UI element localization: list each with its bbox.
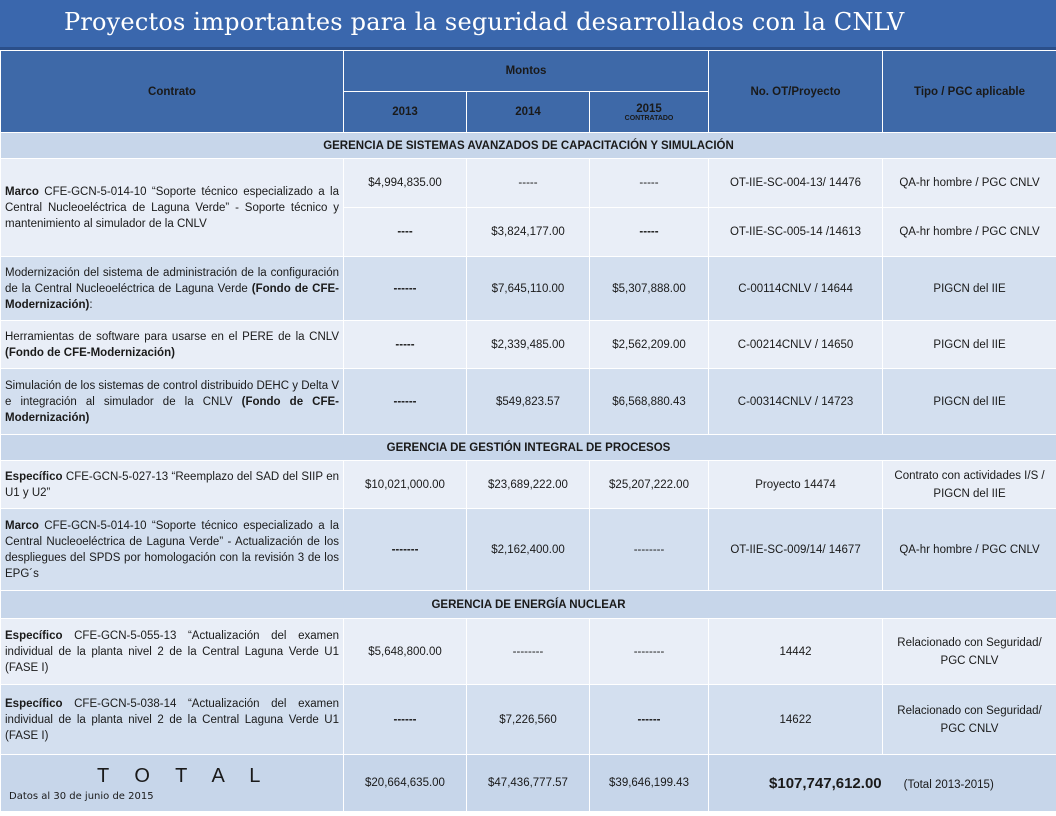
section-simulacion: GERENCIA DE SISTEMAS AVANZADOS DE CAPACITACIÓN Y SIMULACIÓN bbox=[1, 133, 1056, 159]
table-row bbox=[1, 369, 1056, 435]
row8-ot: 14442 bbox=[709, 619, 883, 685]
row3-2014: $7,645,110.00 bbox=[467, 257, 590, 321]
row9-tipo: Relacionado con Seguridad/ PGC CNLV bbox=[883, 685, 1056, 755]
total-2013: $20,664,635.00 bbox=[344, 755, 467, 812]
row2-2014: $3,824,177.00 bbox=[467, 208, 590, 257]
projects-table bbox=[0, 50, 1056, 812]
row1-2013: $4,994,835.00 bbox=[344, 159, 467, 208]
row6-bold: Específico bbox=[5, 470, 63, 483]
row2-ot: OT-IIE-SC-005-14 /14613 bbox=[709, 208, 883, 257]
row8-tipo: Relacionado con Seguridad/ PGC CNLV bbox=[883, 619, 1056, 685]
section-row bbox=[1, 591, 1056, 619]
header-2015-label: 2015 bbox=[636, 102, 662, 115]
row7-ot: OT-IIE-SC-009/14/ 14677 bbox=[709, 509, 883, 591]
row1-text: CFE-GCN-5-014-10 “Soporte técnico especializado a la Central Nucleoeléctrica de Laguna Verde” - Soporte técnico y mantenimiento al simulador de la CNLV bbox=[5, 185, 339, 230]
row3-ot: C-00114CNLV / 14644 bbox=[709, 257, 883, 321]
row5-2013: ------ bbox=[344, 369, 467, 435]
row3-2015: $5,307,888.00 bbox=[590, 257, 709, 321]
row5-tipo: PIGCN del IIE bbox=[883, 369, 1056, 435]
table-row bbox=[1, 509, 1056, 591]
total-label: T O T A L bbox=[97, 765, 271, 787]
row6-2013: $10,021,000.00 bbox=[344, 461, 467, 509]
row8-2015: -------- bbox=[590, 619, 709, 685]
row7-2014: $2,162,400.00 bbox=[467, 509, 590, 591]
row1-2015: ----- bbox=[590, 159, 709, 208]
row4-text: Herramientas de software para usarse en el PERE de la CNLV bbox=[5, 330, 339, 343]
row8-desc bbox=[1, 619, 344, 685]
row8-2013: $5,648,800.00 bbox=[344, 619, 467, 685]
header-2014: 2014 bbox=[467, 92, 590, 133]
section-energia-nuclear: GERENCIA DE ENERGÍA NUCLEAR bbox=[1, 591, 1056, 619]
total-label-cell bbox=[1, 755, 344, 812]
title-bar bbox=[0, 0, 1056, 50]
row7-text: CFE-GCN-5-014-10 “Soporte técnico especializado a la Central Nucleoeléctrica de Laguna Verde” - Actualización de los despliegues del SPDS por homologación con la revisión 3 de los EPG´s bbox=[5, 519, 339, 580]
row3-bold: (Fondo de CFE-Modernización) bbox=[5, 282, 339, 311]
header-row-1 bbox=[1, 51, 1056, 92]
row3-desc bbox=[1, 257, 344, 321]
section-row bbox=[1, 435, 1056, 461]
row5-bold: (Fondo de CFE-Modernización) bbox=[5, 395, 339, 424]
row6-ot: Proyecto 14474 bbox=[709, 461, 883, 509]
table-row bbox=[1, 619, 1056, 685]
table-row bbox=[1, 321, 1056, 369]
grand-total-note: (Total 2013-2015) bbox=[903, 778, 994, 791]
row9-bold: Específico bbox=[5, 697, 63, 710]
total-2014: $47,436,777.57 bbox=[467, 755, 590, 812]
grand-total: $107,747,612.00 bbox=[769, 774, 882, 792]
row3-2013: ------ bbox=[344, 257, 467, 321]
row3-tail: : bbox=[89, 298, 93, 311]
row4-desc bbox=[1, 321, 344, 369]
row6-desc bbox=[1, 461, 344, 509]
table-row bbox=[1, 461, 1056, 509]
table-row bbox=[1, 685, 1056, 755]
row9-2013: ------ bbox=[344, 685, 467, 755]
row7-bold: Marco bbox=[5, 519, 39, 532]
total-row bbox=[1, 755, 1056, 812]
grand-total-cell bbox=[709, 755, 1056, 812]
row1-tipo: QA-hr hombre / PGC CNLV bbox=[883, 159, 1056, 208]
row5-2015: $6,568,880.43 bbox=[590, 369, 709, 435]
row1-2014: ----- bbox=[467, 159, 590, 208]
header-ot: No. OT/Proyecto bbox=[709, 51, 883, 133]
row4-2015: $2,562,209.00 bbox=[590, 321, 709, 369]
row3-text: Modernización del sistema de administración de la configuración de la Central Nucleoeléctrica de Laguna Verde bbox=[5, 266, 339, 295]
row8-text: CFE-GCN-5-055-13 “Actualización del examen individual de la planta nivel 2 de la Central Laguna Verde U1 (FASE I) bbox=[5, 629, 339, 674]
row1-ot: OT-IIE-SC-004-13/ 14476 bbox=[709, 159, 883, 208]
header-2013: 2013 bbox=[344, 92, 467, 133]
row3-tipo: PIGCN del IIE bbox=[883, 257, 1056, 321]
table-row bbox=[1, 159, 1056, 208]
row8-bold: Específico bbox=[5, 629, 63, 642]
row4-tipo: PIGCN del IIE bbox=[883, 321, 1056, 369]
row2-2015: ----- bbox=[590, 208, 709, 257]
row2-tipo: QA-hr hombre / PGC CNLV bbox=[883, 208, 1056, 257]
row9-text: CFE-GCN-5-038-14 “Actualización del examen individual de la planta nivel 2 de la Central Laguna Verde U1 (FASE I) bbox=[5, 697, 339, 742]
page-title: Proyectos importantes para la seguridad desarrollados con la CNLV bbox=[64, 8, 905, 36]
total-2015: $39,646,199.43 bbox=[590, 755, 709, 812]
row1-desc bbox=[1, 159, 344, 257]
row8-2014: -------- bbox=[467, 619, 590, 685]
row4-2014: $2,339,485.00 bbox=[467, 321, 590, 369]
row6-tipo: Contrato con actividades I/S / PIGCN del IIE bbox=[883, 461, 1056, 509]
header-montos: Montos bbox=[344, 51, 709, 92]
row9-ot: 14622 bbox=[709, 685, 883, 755]
data-date-note: Datos al 30 de junio de 2015 bbox=[9, 791, 154, 802]
row6-2015: $25,207,222.00 bbox=[590, 461, 709, 509]
row7-2015: -------- bbox=[590, 509, 709, 591]
header-contrato: Contrato bbox=[1, 51, 344, 133]
row5-text: Simulación de los sistemas de control distribuido DEHC y Delta V e integración al simulador de la CNLV bbox=[5, 379, 339, 408]
row5-ot: C-00314CNLV / 14723 bbox=[709, 369, 883, 435]
row5-desc bbox=[1, 369, 344, 435]
row7-tipo: QA-hr hombre / PGC CNLV bbox=[883, 509, 1056, 591]
row1-bold: Marco bbox=[5, 185, 39, 198]
header-tipo: Tipo / PGC aplicable bbox=[883, 51, 1056, 133]
row6-text: CFE-GCN-5-027-13 “Reemplazo del SAD del SIIP en U1 y U2” bbox=[5, 470, 339, 499]
row9-2014: $7,226,560 bbox=[467, 685, 590, 755]
table-row bbox=[1, 257, 1056, 321]
row7-2013: ------- bbox=[344, 509, 467, 591]
header-2015 bbox=[590, 92, 709, 133]
header-contratado: CONTRATADO bbox=[624, 114, 674, 122]
row6-2014: $23,689,222.00 bbox=[467, 461, 590, 509]
section-procesos: GERENCIA DE GESTIÓN INTEGRAL DE PROCESOS bbox=[1, 435, 1056, 461]
row9-desc bbox=[1, 685, 344, 755]
section-row bbox=[1, 133, 1056, 159]
row4-bold: (Fondo de CFE-Modernización) bbox=[5, 346, 175, 359]
row2-2013: ---- bbox=[344, 208, 467, 257]
row4-ot: C-00214CNLV / 14650 bbox=[709, 321, 883, 369]
row4-2013: ----- bbox=[344, 321, 467, 369]
row9-2015: ------ bbox=[590, 685, 709, 755]
row7-desc bbox=[1, 509, 344, 591]
row5-2014: $549,823.57 bbox=[467, 369, 590, 435]
